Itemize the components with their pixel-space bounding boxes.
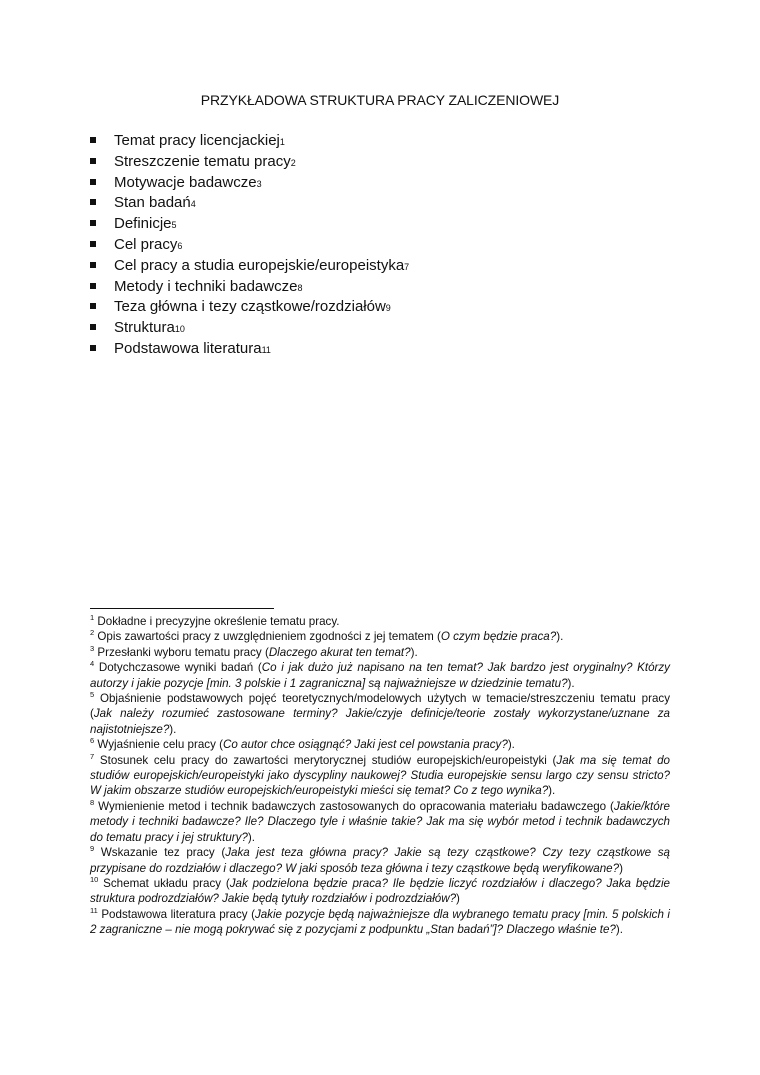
square-bullet-icon — [90, 137, 96, 143]
footnote-tail: ). — [247, 830, 255, 844]
footnote-text: Objaśnienie podstawowych pojęć teoretycznych/modelowych użytych w temacie/streszczeniu tematu pracy ( — [90, 692, 670, 721]
footnote-number: 9 — [90, 844, 95, 854]
list-item-label: Struktura — [114, 319, 175, 337]
list-item-label: Cel pracy — [114, 235, 178, 253]
square-bullet-icon — [90, 283, 96, 289]
footnote — [90, 907, 670, 938]
square-bullet-icon — [90, 158, 96, 164]
footnote-question: O czym będzie praca? — [440, 630, 557, 644]
footnote-question: Jakie pozycje będą najważniejsze dla wybranego tematu pracy [min. 5 polskich i 2 zagraniczne – nie mogą pokrywać się z pozycjami z podpunktu „Stan badań”]? Dlaczego właśnie te? — [90, 907, 670, 937]
list-item-label: Streszczenie tematu pracy — [114, 152, 291, 170]
footnote-tail: ). — [507, 738, 515, 752]
list-item-label: Motywacje badawcze — [114, 173, 257, 191]
footnote — [90, 753, 670, 799]
footnote-question: Co i jak dużo już napisano na ten temat? Jak bardzo jest oryginalny? Którzy autorzy i jakie pozycje [min. 3 polskie i 1 zagraniczna] są najważniejsze w dziedzinie tematu? — [90, 661, 670, 690]
footnote — [90, 876, 670, 907]
footnote-tail: ) — [456, 892, 460, 906]
footnote-text: Dotychczasowe wyniki badań ( — [98, 661, 262, 675]
list-item-label: Teza główna i tezy cząstkowe/rozdziałów — [114, 298, 386, 316]
footnote-number: 8 — [90, 797, 95, 807]
footnote-text: Wskazanie tez pracy ( — [100, 846, 226, 860]
footnote-text: Opis zawartości pracy z uwzględnieniem zgodności z jej tematem ( — [97, 630, 441, 644]
footnote-text: Wyjaśnienie celu pracy ( — [97, 738, 223, 752]
footnote-text: Stosunek celu pracy do zawartości merytorycznej studiów europejskich/europeistyki ( — [99, 753, 557, 767]
page-title: PRZYKŁADOWA STRUKTURA PRACY ZALICZENIOWEJ — [200, 92, 560, 108]
footnote-tail: ) — [619, 861, 623, 875]
footnote-separator — [90, 608, 274, 609]
footnote-question: Jaka jest teza główna pracy? Jakie są tezy cząstkowe? Czy tezy cząstkowe są przypisane do rozdziałów i dlaczego? W jaki sposób teza główna i tezy cząstkowe będą weryfikowane? — [90, 846, 670, 875]
list-item-label: Definicje — [114, 215, 172, 233]
footnote-question: Jak należy rozumieć zastosowane terminy? Jakie/czyje definicje/teorie zostały wykorzystane/uznane za najistotniejsze? — [90, 707, 670, 736]
footnote-text: Wymienienie metod i technik badawczych zastosowanych do opracowania materiału badawczego ( — [98, 799, 614, 813]
footnote-question: Co autor chce osiągnąć? Jaki jest cel powstania pracy? — [222, 738, 508, 752]
list-item: Teza główna i tezy cząstkowe/rozdziałów 9 — [90, 297, 409, 318]
structure-list — [90, 131, 409, 360]
square-bullet-icon — [90, 345, 96, 351]
list-item: Podstawowa literatura 11 — [90, 339, 409, 360]
list-item-label: Temat pracy licencjackiej — [114, 132, 280, 149]
footnote-question: Dlaczego akurat ten temat? — [268, 645, 411, 659]
footnote-number: 1 — [90, 613, 95, 622]
list-item: Cel pracy a studia europejskie/europeistyka 7 — [90, 256, 409, 277]
list-item: Cel pracy 6 — [90, 235, 409, 256]
footnote-tail: ). — [548, 784, 556, 798]
footnote — [90, 799, 670, 845]
footnote-number: 7 — [90, 751, 95, 761]
square-bullet-icon — [90, 241, 96, 247]
footnote — [90, 614, 670, 629]
list-item: Motywacje badawcze 3 — [90, 173, 409, 194]
footnote-number: 6 — [90, 736, 95, 746]
list-item: Struktura 10 — [90, 318, 409, 339]
footnote-question: Jakie/które metody i techniki badawcze? Ile? Dlaczego tyle i właśnie takie? Jak ma się wybór metod i technik badawczych do tematu pracy i jej struktury? — [90, 799, 670, 844]
footnote — [90, 660, 670, 691]
footnote-number: 11 — [90, 905, 98, 915]
footnote-tail: ). — [169, 722, 177, 736]
list-item: Metody i techniki badawcze 8 — [90, 277, 409, 298]
square-bullet-icon — [90, 324, 96, 330]
footnote-number: 10 — [90, 874, 99, 884]
square-bullet-icon — [90, 262, 96, 268]
footnote-tail: ). — [567, 676, 575, 690]
footnote-tail: ). — [410, 645, 418, 659]
footnote-text: Dokładne i precyzyjne określenie tematu pracy. — [97, 615, 340, 628]
list-item-label: Metody i techniki badawcze — [114, 277, 298, 295]
list-item-label: Podstawowa literatura — [114, 339, 262, 357]
list-item: Temat pracy licencjackiej 1 — [90, 131, 409, 152]
list-item-label: Stan badań — [114, 194, 191, 212]
list-item-label: Cel pracy a studia europejskie/europeistyka — [114, 256, 405, 274]
footnote-number: 5 — [90, 690, 95, 700]
footnote — [90, 691, 670, 737]
list-item: Definicje 5 — [90, 214, 409, 235]
footnote — [90, 845, 670, 876]
square-bullet-icon — [90, 303, 96, 309]
footnote-text: Podstawowa literatura pracy ( — [101, 907, 255, 921]
list-item: Stan badań 4 — [90, 193, 409, 214]
square-bullet-icon — [90, 220, 96, 226]
footnote — [90, 737, 670, 752]
footnote — [90, 645, 670, 660]
square-bullet-icon — [90, 179, 96, 185]
footnotes — [90, 614, 670, 938]
footnote-question: Jak podzielona będzie praca? Ile będzie liczyć rozdziałów i dlaczego? Jaka będzie struktura podrozdziałów? Jakie będą tytuły rozdziałów i podrozdziałów? — [90, 876, 670, 906]
footnote-number: 4 — [90, 659, 95, 669]
footnote-number: 3 — [90, 643, 95, 653]
footnote-text: Schemat układu pracy ( — [103, 876, 230, 890]
footnote — [90, 629, 670, 644]
list-item: Streszczenie tematu pracy 2 — [90, 152, 409, 173]
footnote-number: 2 — [90, 628, 95, 638]
footnote-tail: ). — [556, 630, 564, 644]
square-bullet-icon — [90, 199, 96, 205]
footnote-tail: ). — [615, 923, 623, 937]
footnote-question: Jak ma się temat do studiów europejskich/europeistyki jako dyscypliny naukowej? Studia europejskie sensu largo czy sensu stricto? W jakim obszarze studiów europejskich/europeistyki mieści się temat? Co z tego wynika? — [90, 753, 670, 798]
footnote-text: Przesłanki wyboru tematu pracy ( — [97, 645, 269, 659]
